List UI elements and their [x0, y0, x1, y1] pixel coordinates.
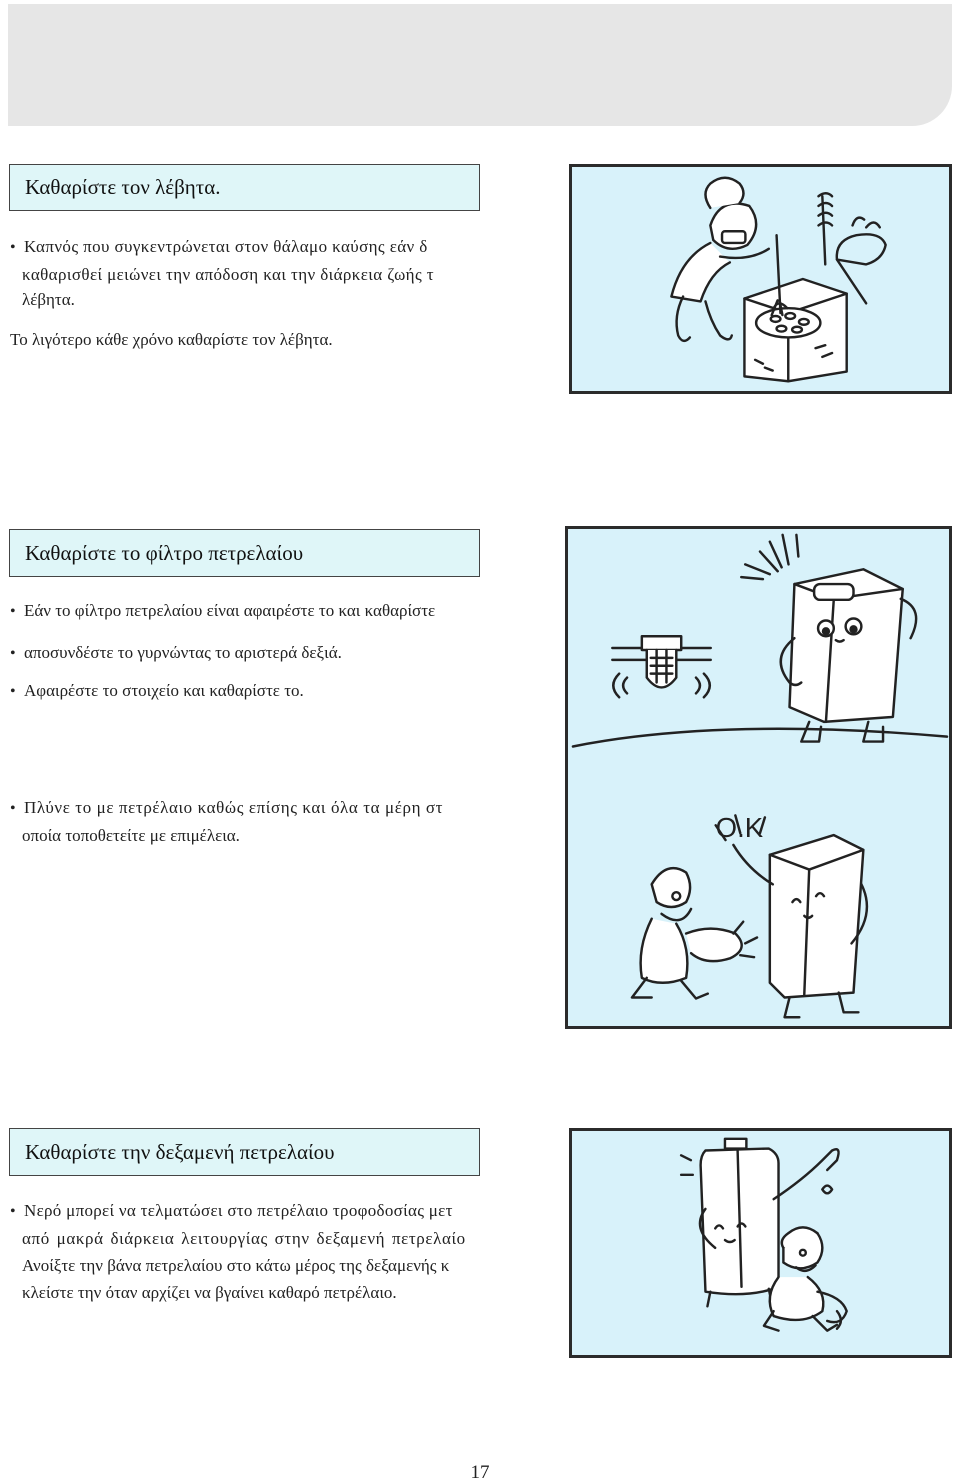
filter-bullet-3: [10, 680, 304, 702]
text: Το λιγότερο κάθε χρόνο καθαρίστε τον λέβητα.: [10, 330, 333, 349]
oil-tank-drawing: [572, 1131, 949, 1355]
filter-bullet-2: [10, 642, 342, 664]
text: Ανοίξτε την βάνα πετρελαίου στο κάτω μέρος της δεξαμενής κ: [22, 1256, 450, 1275]
boiler-bullet-line-3: [22, 289, 75, 311]
filter-bullet-1: [10, 600, 562, 622]
page-number: 17: [470, 1462, 490, 1483]
bullet-icon: •: [10, 645, 16, 662]
bullet-icon: •: [10, 800, 16, 817]
text: λέβητα.: [22, 290, 75, 309]
ok-text: O.K: [715, 812, 764, 844]
text: από μακρά διάρκεια λειτουργίας στην δεξαμενή πετρελαίο: [22, 1229, 466, 1248]
boiler-cleaning-drawing: [572, 167, 949, 391]
tank-bullet-line-1: [10, 1200, 562, 1222]
text: καθαρισθεί μειώνει την απόδοση και την διάρκεια ζωής τ: [22, 265, 434, 284]
illustration-boiler-cleaning: [569, 164, 952, 394]
tank-bullet-line-4: [22, 1282, 397, 1304]
section-title-boiler: [9, 164, 480, 211]
tank-bullet-line-2: [22, 1228, 560, 1250]
section-title-text: Καθαρίστε τον λέβητα.: [25, 175, 221, 199]
boiler-bullet-line-2: [22, 264, 562, 286]
tank-bullet-line-3: [22, 1255, 560, 1277]
filter-bullet-4-line-1: [10, 797, 562, 819]
section-title-oil-filter: [9, 529, 480, 577]
text: Νερό μπορεί να τελματώσει στο πετρέλαιο τροφοδοσίας μετ: [24, 1201, 453, 1220]
oil-filter-drawing: [568, 529, 949, 1026]
bullet-icon: •: [10, 239, 16, 256]
text: οποία τοποθετείτε με επιμέλεια.: [22, 826, 240, 845]
text: Εάν το φίλτρο πετρελαίου είναι αφαιρέστε το και καθαρίστε: [24, 601, 436, 620]
text: Αφαιρέστε το στοιχείο και καθαρίστε το.: [24, 681, 304, 700]
filter-bullet-4-line-2: [22, 825, 240, 847]
section-title-oil-tank: [9, 1128, 480, 1176]
text: Πλύνε το με πετρέλαιο καθώς επίσης και όλα τα μέρη στ: [24, 798, 444, 817]
illustration-oil-filter: [565, 526, 952, 1029]
boiler-note: [10, 329, 333, 351]
text: Καπνός που συγκεντρώνεται στον θάλαμο καύσης εάν δ: [24, 237, 428, 256]
bullet-icon: •: [10, 1203, 16, 1220]
header-band: [8, 4, 952, 126]
illustration-oil-tank: [569, 1128, 952, 1358]
bullet-icon: •: [10, 683, 16, 700]
boiler-bullet-line-1: [10, 236, 562, 258]
text: κλείστε την όταν αρχίζει να βγαίνει καθαρό πετρέλαιο.: [22, 1283, 397, 1302]
bullet-icon: •: [10, 603, 16, 620]
section-title-text: Καθαρίστε την δεξαμενή πετρελαίου: [25, 1139, 335, 1164]
text: αποσυνδέστε το γυρνώντας το αριστερά δεξιά.: [24, 643, 342, 662]
section-title-text: Καθαρίστε το φίλτρο πετρελαίου: [25, 540, 304, 565]
